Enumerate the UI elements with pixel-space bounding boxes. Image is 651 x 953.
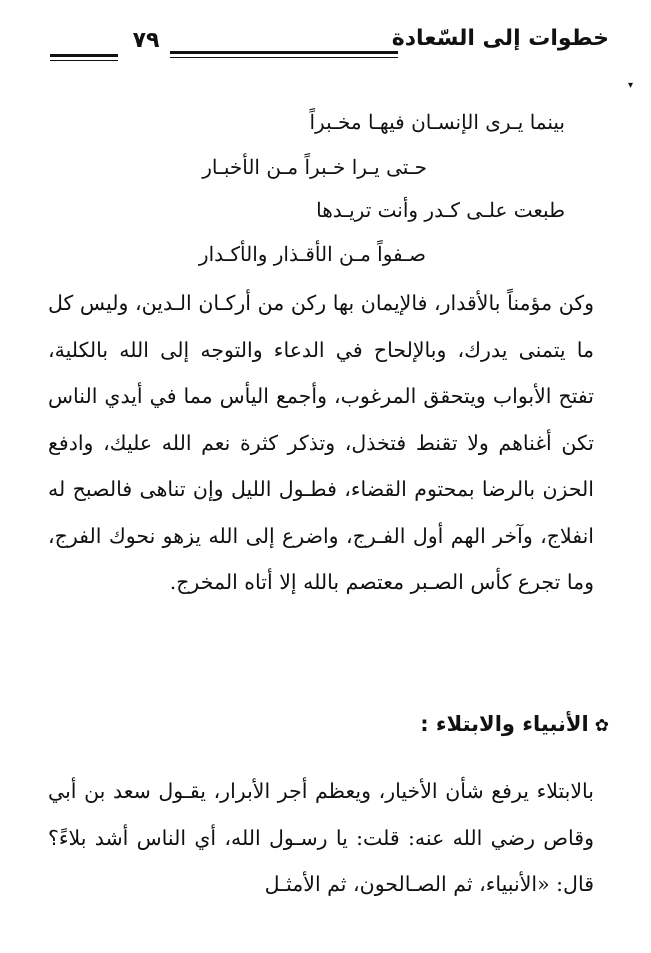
corner-mark: ▾ <box>628 80 634 91</box>
section-heading <box>420 712 609 736</box>
poem-line-2: حـتى يـرا خـبراً مـن الأخبـار <box>202 155 427 179</box>
poem-line-4: صـفواً مـن الأقـذار والأكـدار <box>198 242 426 266</box>
poem-line-1: بينما يـرى الإنسـان فيهـا مخـبراً <box>309 110 565 134</box>
running-title: خطوات إلى السّعادة <box>391 26 609 51</box>
poem-line-3: طبعت علـى كـدر وأنت تريـدها <box>316 198 565 222</box>
header-rule-right <box>170 51 398 58</box>
header-rule-left <box>50 54 118 61</box>
paragraph-1: وكن مؤمناً بالأقدار، فالإيمان بها ركن من أركـان الـدين، وليس كل ما يتمنى يدرك، وبالإلحاح في الدعاء والتوجه إلى الله بالكلية، تفتح الأبواب ويتحقق المرغوب، وأجمع اليأس مما في أيدي الناس تكن أغناهم ولا تقنط فتخذل، وتذكر كثرة نعم الله عليك، وادفع الحزن بالرضا بمحتوم القضاء، فطـول الليل وإن تناهى فالصبح له انفلاج، وآخر الهم أول الفـرج، واضرع إلى الله يزهو نحوك الفرج، وما تجرع كأس الصـبر معتصم بالله إلا أتاه المخرج. <box>48 291 594 594</box>
paragraph-2: بالابتلاء يرفع شأن الأخيار، ويعظم أجر الأبرار، يقـول سعد بن أبي وقاص رضي الله عنه: قلت: يا رسـول الله، أي الناس أشد بلاءً؟ قال: «الأنبياء، ثم الصـالحون، ثم الأمثـل <box>48 779 594 896</box>
page-number: ٧٩ <box>132 28 160 53</box>
section-heading-text: الأنبياء والابتلاء : <box>420 712 589 736</box>
star-flower-icon: ✿ <box>594 716 609 736</box>
